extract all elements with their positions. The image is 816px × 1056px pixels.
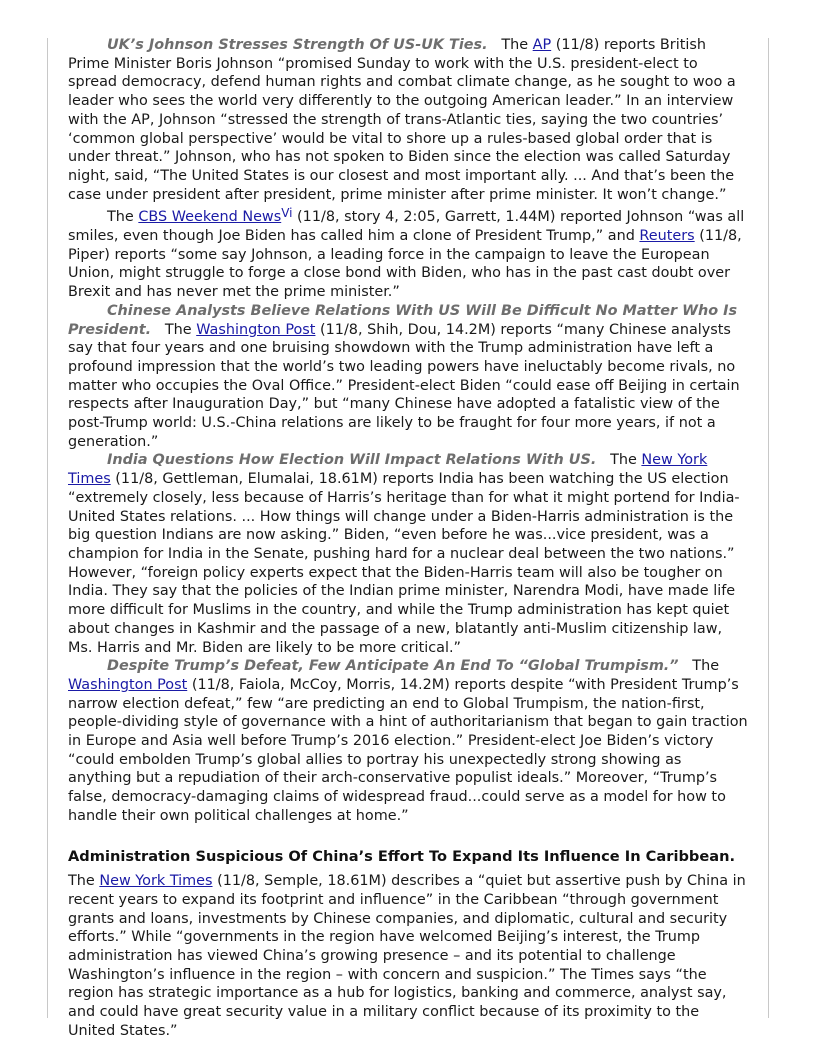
story-text: (11/8, Shih, Dou, 14.2M) reports “many Chinese analysts say that four years and one bruising showdown with the Trump administration have left a profound impression that the world’s two leading powers have ineluctably become rivals, no matter who occupies the Oval Office.” President-elect Biden “could ease off Beijing in certain respects after Inauguration Day,” but “many Chinese have adopted a fatalistic view of the post-Trump world: U.S.-China relations are likely to be fraught for four more years, if not a generation.”: [68, 321, 740, 450]
source-link-washington-post[interactable]: Washington Post: [196, 321, 316, 338]
story-headline: Chinese Analysts Believe Relations With US Will Be Difficult No Matter Who Is President.: [68, 302, 738, 338]
story-text: (11/8, Semple, 18.61M) describes a “quiet but assertive push by China in recent years to expand its footprint and influence” in the Caribbean “through government grants and loans, investments by Chinese companies, and diplomatic, cultural and security efforts.” While “governments in the region have welcomed Beijing’s interest, the Trump administration has viewed China’s growing presence – and its potential to challenge Washington’s influence in the region – with concern and suspicion.” The Times says “the region has strategic importance as a hub for logistics, banking and commerce, analyst say, and could have great security value in a military conflict because of its proximity to the United States.”: [68, 873, 746, 1039]
story-text: (11/8, Faiola, McCoy, Morris, 14.2M) reports despite “with President Trump’s narrow election defeat,” few “are predicting an end to Global Trumpism, the nation-first, people-dividing style of governance with a hint of authoritarianism that began to gain traction in Europe and Asia well before Trump’s 2016 election.” President-elect Joe Biden’s victory “could embolden Trump’s global allies to portray his unexpectedly strong showing as anything but a repudiation of their arch-conservative populist ideals.” Moreover, “Trump’s false, democracy-damaging claims of widespread fraud...could serve as a model for how to handle their own political challenges at home.”: [68, 676, 748, 824]
story-uk-johnson: UK’s Johnson Stresses Strength Of US-UK Ties. The AP (11/8) reports British Prime Minister Boris Johnson “promised Sunday to work with the U.S. president-elect to spread democracy, defend human rights and combat climate change, as he sought to woo a leader who sees the world very differently to the outgoing American leader.” In an interview with the AP, Johnson “stressed the strength of trans-Atlantic ties, saying the two countries’ ‘common global perspective’ would be vital to shore up a rules-based global order that is under threat.” Johnson, who has not spoken to Biden since the election was called Saturday night, said, “The United States is our closest and most important ally. ... And that’s been the case under president after president, prime minister after prime minister. It won’t change.”: [68, 37, 736, 203]
left-margin-rule: [47, 38, 48, 1018]
story-global-trumpism: Despite Trump’s Defeat, Few Anticipate An End To “Global Trumpism.” The Washington Post (11/8, Faiola, McCoy, Morris, 14.2M) reports despite “with President Trump’s narrow election defeat,” few “are predicting an end to Global Trumpism, the nation-first, people-dividing style of governance with a hint of authoritarianism that began to gain traction in Europe and Asia well before Trump’s 2016 election.” President-elect Joe Biden’s victory “could embolden Trump’s global allies to portray his unexpectedly strong showing as anything but a repudiation of their arch-conservative populist ideals.” Moreover, “Trump’s false, democracy-damaging claims of widespread fraud...could serve as a model for how to handle their own political challenges at home.”: [68, 658, 748, 824]
story-china-caribbean: The New York Times (11/8, Semple, 18.61M) describes a “quiet but assertive push by China in recent years to expand its footprint and influence” in the Caribbean “through government grants and loans, investments by Chinese companies, and diplomatic, cultural and security efforts.” While “governments in the region have welcomed Beijing’s interest, the Trump administration has viewed China’s growing presence – and its potential to challenge Washington’s influence in the region – with concern and suspicion.” The Times says “the region has strategic importance as a hub for logistics, banking and commerce, analyst say, and could have great security value in a military conflict because of its proximity to the United States.”: [68, 873, 746, 1039]
story-india-relations: India Questions How Election Will Impact Relations With US. The New York Times (11/8, Gettleman, Elumalai, 18.61M) reports India has been watching the US election “extremely closely, less because of Harris’s heritage than for what it might portend for India-United States relations. ... How things will change under a Biden-Harris administration is the big question Indians are now asking.” Biden, “even before he was...vice president, was a champion for India in the Senate, pushing hard for a nuclear deal between the two nations.” However, “foreign policy experts expect that the Biden-Harris team will also be tougher on India. They say that the policies of the Indian prime minister, Narendra Modi, have made life more difficult for Muslims in the country, and while the Trump administration has kept quiet about changes in Kashmir and the passage of a new, blatantly anti-Muslim citizenship law, Ms. Harris and Mr. Biden are likely to be more critical.”: [68, 452, 740, 656]
source-link-cbs-weekend-news[interactable]: CBS Weekend News: [138, 209, 282, 226]
story-headline: UK’s Johnson Stresses Strength Of US-UK Ties.: [107, 37, 488, 53]
story-headline: India Questions How Election Will Impact Relations With US.: [107, 452, 597, 469]
right-margin-rule: [768, 38, 769, 1018]
story-text: (11/8, Gettleman, Elumalai, 18.61M) reports India has been watching the US election “extremely closely, less because of Harris’s heritage than for what it might portend for India-United States relations. ... How things will change under a Biden-Harris administration is the big question Indians are now asking.” Biden, “even before he was...vice president, was a champion for India in the Senate, pushing hard for a nuclear deal between the two nations.” However, “foreign policy experts expect that the Biden-Harris team will also be tougher on India. They say that the policies of the Indian prime minister, Narendra Modi, have made life more difficult for Muslims in the country, and while the Trump administration has kept quiet about changes in Kashmir and the passage of a new, blatantly anti-Muslim citizenship law, Ms. Harris and Mr. Biden are likely to be more critical.”: [68, 471, 740, 656]
source-link-new-york-times[interactable]: New York Times: [99, 873, 213, 890]
video-marker[interactable]: Vi: [281, 206, 293, 221]
story-headline: Despite Trump’s Defeat, Few Anticipate An End To “Global Trumpism.”: [107, 658, 679, 675]
story-text: (11/8, Piper) reports “some say Johnson, a leading force in the campaign to leave the European Union, might struggle to forge a close bond with Biden, who has in the past cast doubt over Brexit and has never met the prime minister.”: [68, 228, 742, 301]
source-link-ap[interactable]: AP: [532, 37, 552, 53]
story-uk-johnson-cont: The CBS Weekend News$^{Vi}$ (11/8, story 4, 2:05, Garrett, 1.44M) reported Johnson “was all smiles, even though Joe Biden has called him a clone of President Trump,” and Reuters (11/8, Piper) reports “some say Johnson, a leading force in the campaign to leave the European Union, might struggle to forge a close bond with Biden, who has in the past cast doubt over Brexit and has never met the prime minister.”: [68, 206, 745, 301]
document-body: [68, 36, 748, 1041]
story-text: (11/8) reports British Prime Minister Boris Johnson “promised Sunday to work with the U.S. president-elect to spread democracy, defend human rights and combat climate change, as he sought to woo a leader who sees the world very differently to the outgoing American leader.” In an interview with the AP, Johnson “stressed the strength of trans-Atlantic ties, saying the two countries’ ‘common global perspective’ would be vital to shore up a rules-based global order that is under threat.” Johnson, who has not spoken to Biden since the election was called Saturday night, said, “The United States is our closest and most important ally. ... And that’s been the case under president after president, prime minister after prime minister. It won’t change.”: [68, 37, 736, 203]
source-link-new-york-times[interactable]: New York Times: [68, 452, 708, 488]
section-heading: Administration Suspicious Of China’s Effort To Expand Its Influence In Caribbean.: [68, 847, 736, 865]
story-china-analysts: Chinese Analysts Believe Relations With US Will Be Difficult No Matter Who Is President. The Washington Post (11/8, Shih, Dou, 14.2M) reports “many Chinese analysts say that four years and one bruising showdown with the Trump administration have left a profound impression that the world’s two leading powers have ineluctably become rivals, no matter who occupies the Oval Office.” President-elect Biden “could ease off Beijing in certain respects after Inauguration Day,” but “many Chinese have adopted a fatalistic view of the post-Trump world: U.S.-China relations are likely to be fraught for four more years, if not a generation.”: [68, 302, 740, 450]
source-link-washington-post[interactable]: Washington Post: [68, 676, 188, 693]
story-text: (11/8, story 4, 2:05, Garrett, 1.44M) reported Johnson “was all smiles, even though Joe Biden has called him a clone of President Trump,” and: [68, 209, 745, 245]
source-link-reuters[interactable]: Reuters: [639, 228, 695, 245]
